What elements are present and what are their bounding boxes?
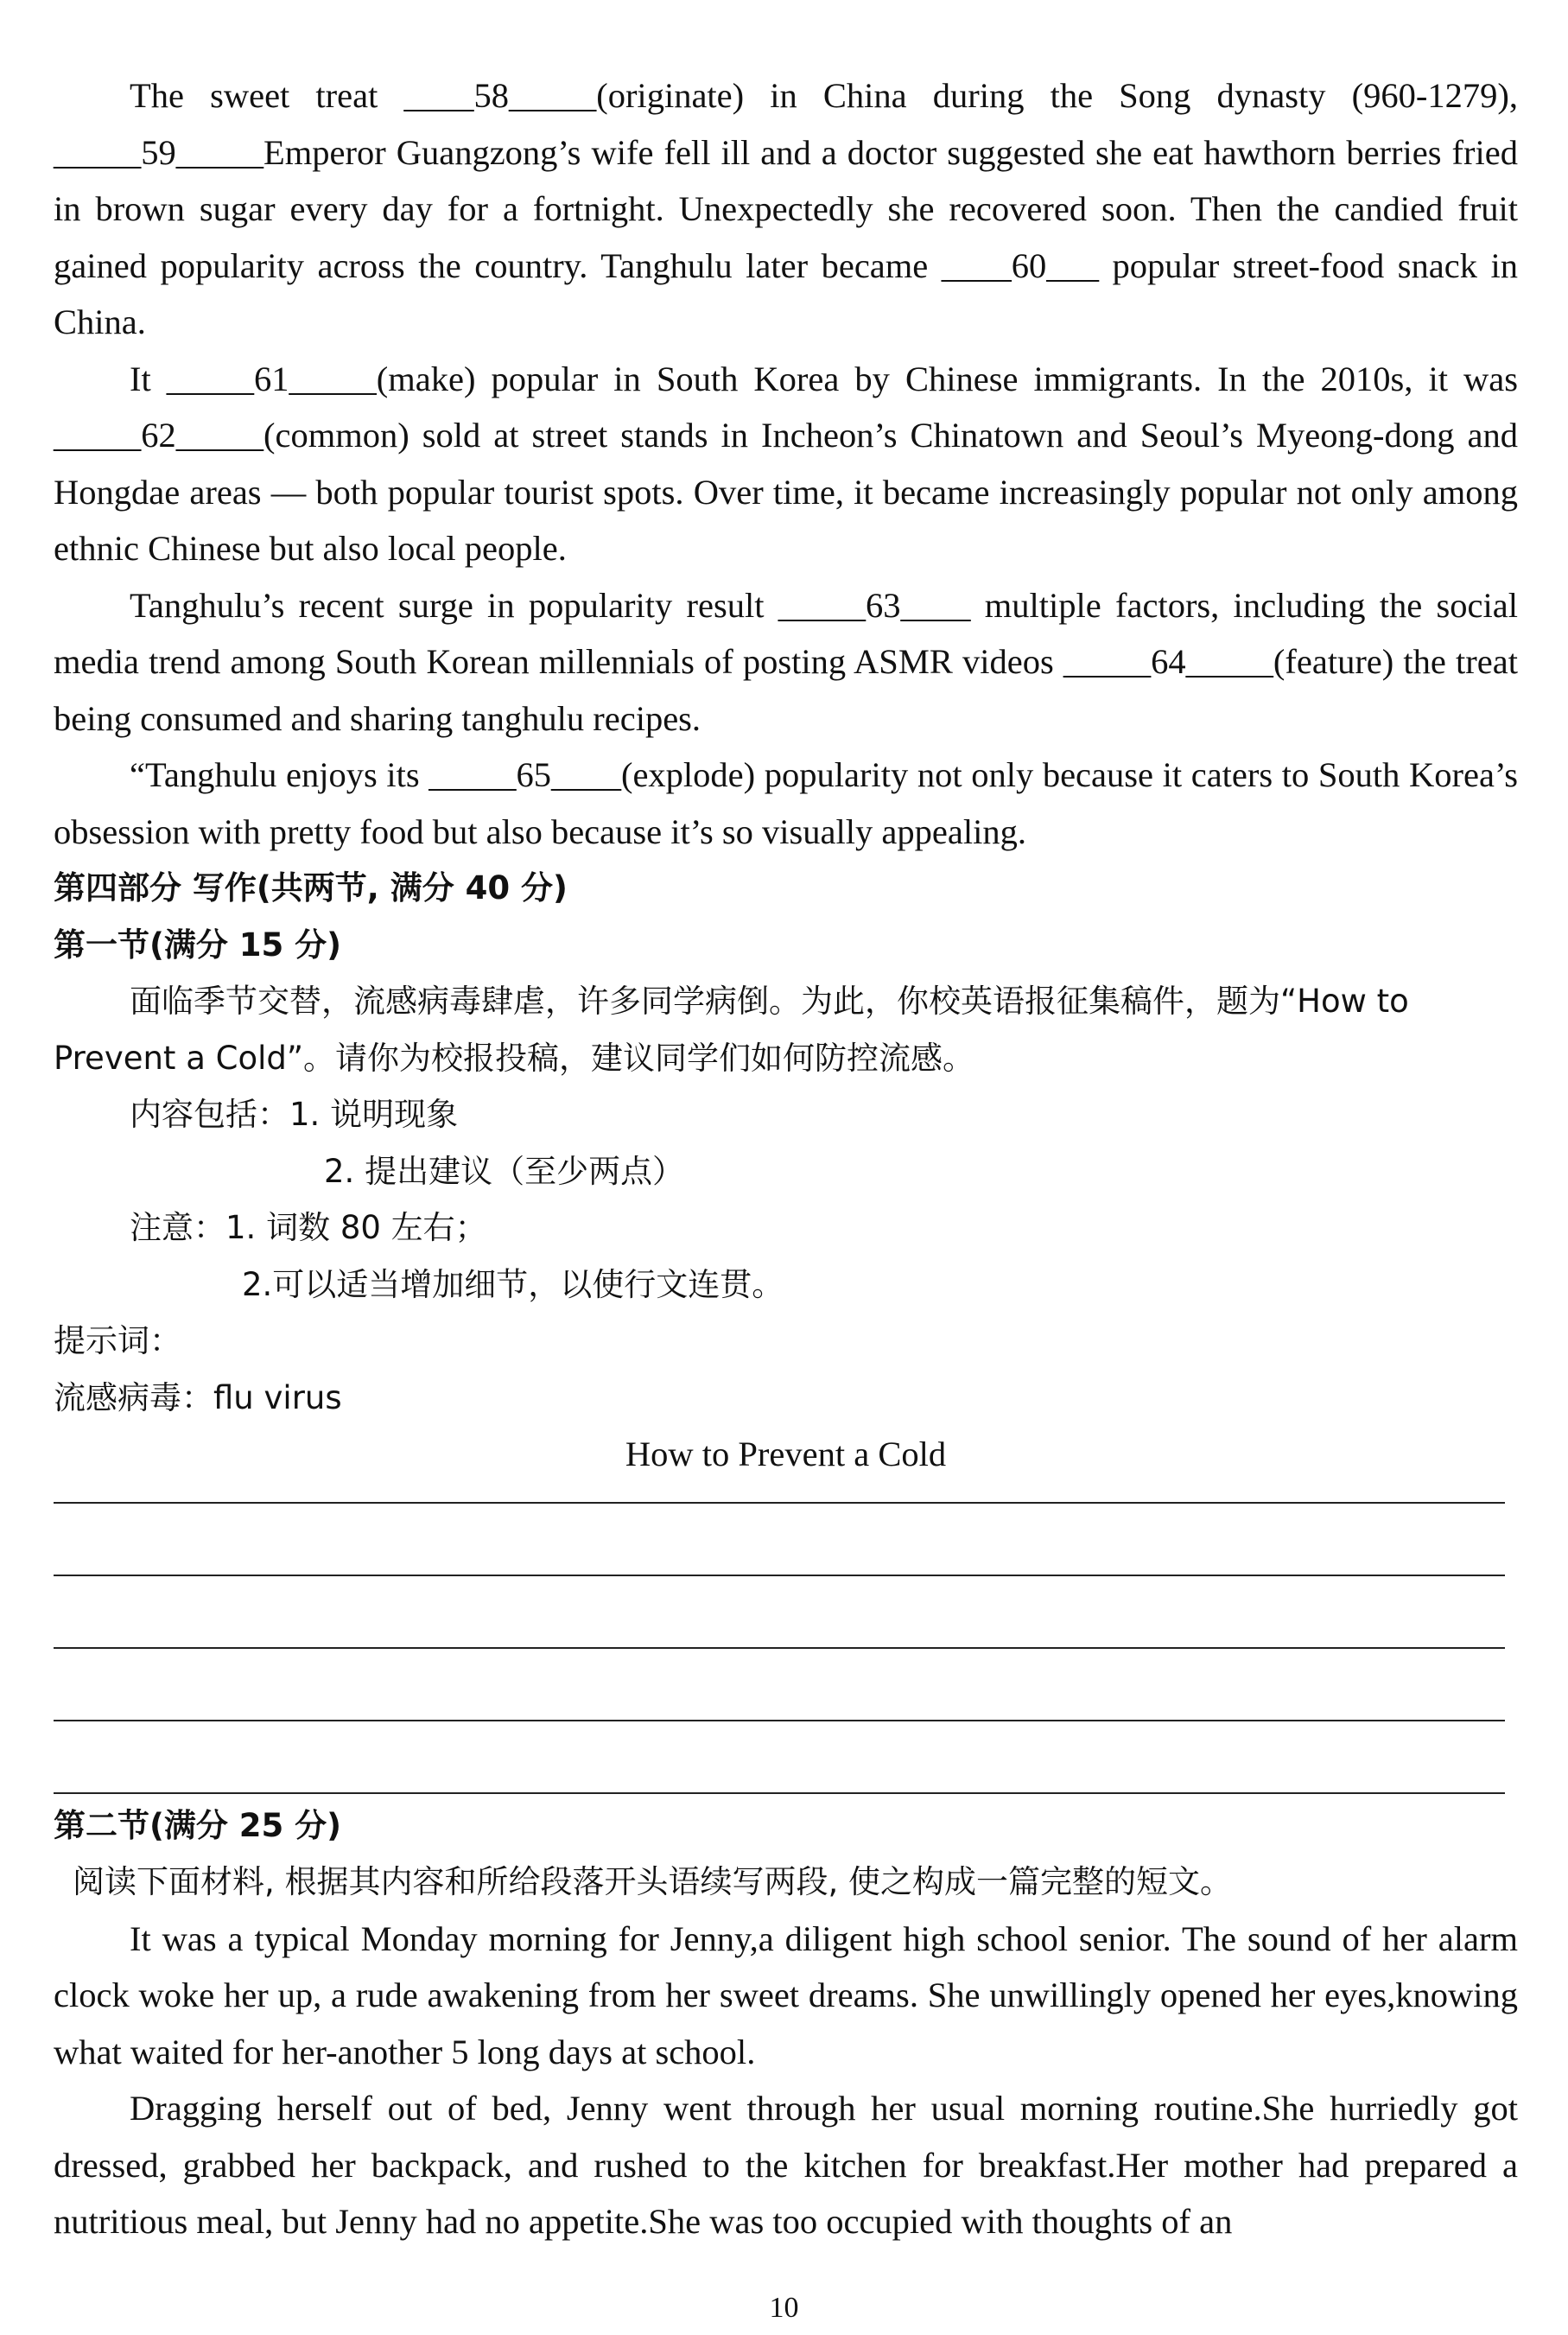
- section2-heading: 第二节(满分 25 分): [54, 1806, 342, 1844]
- writing-line[interactable]: [54, 1649, 1505, 1721]
- essay-title: How to Prevent a Cold: [625, 1435, 947, 1473]
- hint-label: 提示词：: [54, 1322, 181, 1359]
- passage-paragraph-2: It _____61_____(make) popular in South Korea by Chinese immigrants. In the 2010s, it was _____62_____(common) sold at street stands in Incheon’s Chinatown and Seoul’s Myeong-dong and Hongdae areas — both popular tourist spots. Over time, it became increasingly popular not only among ethnic Chinese but also local people.: [54, 359, 1518, 568]
- note-1: 注意：1. 词数 80 左右；: [130, 1209, 487, 1246]
- section1-prompt: 面临季节交替，流感病毒肆虐，许多同学病倒。为此，你校英语报征集稿件，题为“How to Prevent a Cold”。请你为校报投稿，建议同学们如何防控流感。: [54, 983, 1409, 1077]
- writing-area[interactable]: [54, 1483, 1518, 1794]
- writing-line[interactable]: [54, 1483, 1505, 1504]
- writing-line[interactable]: [54, 1504, 1505, 1576]
- content-requirement-1: 内容包括：1. 说明现象: [130, 1096, 459, 1133]
- story-paragraph-1: It was a typical Monday morning for Jenny,a diligent high school senior. The sound of her alarm clock woke her up, a rude awakening from her sweet dreams. She unwillingly opened her eyes,knowing what waited for her-another 5 long days at school.: [54, 1918, 1518, 2071]
- hint-word: 流感病毒：flu virus: [54, 1378, 342, 1416]
- story-paragraph-2: Dragging herself out of bed, Jenny went through her usual morning routine.She hurriedly got dressed, grabbed her backpack, and rushed to the kitchen for breakfast.Her mother had prepared a nutritious meal, but Jenny had no appetite.She was too occupied with thoughts of an: [54, 2089, 1518, 2241]
- section2-instruction: 阅读下面材料, 根据其内容和所给段落开头语续写两段, 使之构成一篇完整的短文。: [73, 1863, 1233, 1900]
- page-number: 10: [769, 2292, 799, 2324]
- exam-page: [54, 67, 1518, 2250]
- writing-line[interactable]: [54, 1721, 1505, 1794]
- passage-paragraph-3: Tanghulu’s recent surge in popularity result _____63____ multiple factors, including the social media trend among South Korean millennials of posting ASMR videos _____64_____(feature) the treat being consumed and sharing tanghulu recipes.: [54, 585, 1518, 738]
- part4-heading: 第四部分 写作(共两节, 满分 40 分): [54, 869, 568, 907]
- section1-heading: 第一节(满分 15 分): [54, 926, 342, 964]
- content-requirement-2: 2. 提出建议（至少两点）: [324, 1152, 685, 1190]
- passage-paragraph-1: The sweet treat ____58_____(originate) in China during the Song dynasty (960-1279), _____59_____Emperor Guangzong’s wife fell ill and a doctor suggested she eat hawthorn berries fried in brown sugar every day for a fortnight. Unexpectedly she recovered soon. Then the candied fruit gained popularity across the country. Tanghulu later became ____60___ popular street-food snack in China.: [54, 76, 1518, 341]
- note-2: 2.可以适当增加细节，以使行文连贯。: [242, 1265, 784, 1303]
- passage-paragraph-4: “Tanghulu enjoys its _____65____(explode) popularity not only because it caters to South Korea’s obsession with pretty food but also because it’s so visually appealing.: [54, 755, 1518, 851]
- writing-line[interactable]: [54, 1576, 1505, 1649]
